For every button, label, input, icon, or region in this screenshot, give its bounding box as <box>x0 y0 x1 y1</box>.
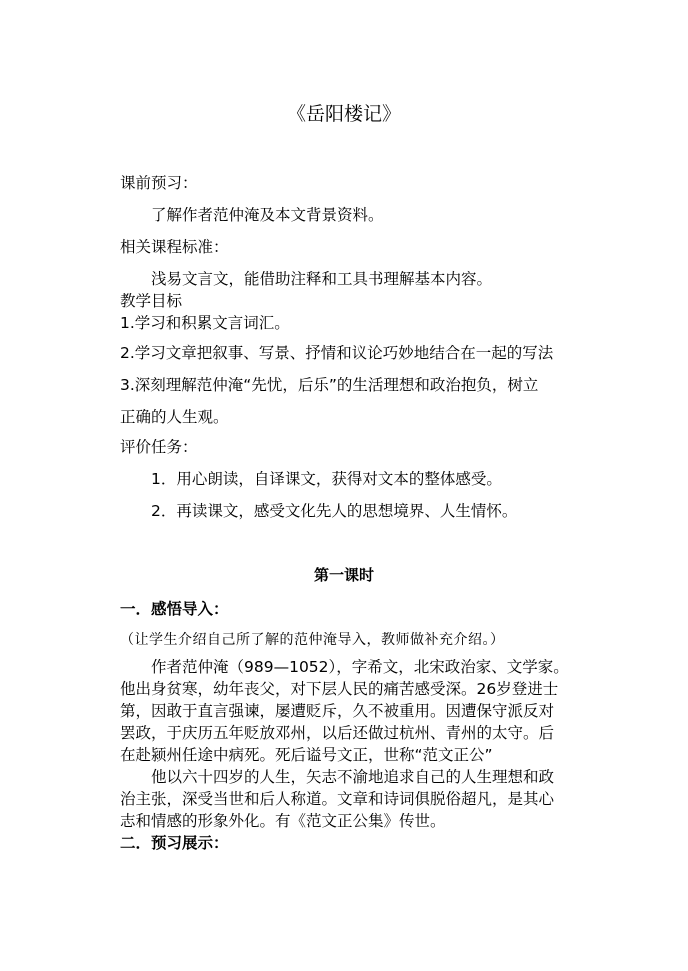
paragraph-line: 志和情感的形象外化。有《范文正公集》传世。 <box>120 812 446 830</box>
goals-heading: 教学目标 <box>120 292 183 310</box>
preview-heading: 课前预习： <box>120 174 198 192</box>
paragraph-line: 罢政，于庆历五年贬放邓州，以后还做过杭州、青州的太守。后 <box>120 724 555 742</box>
paragraph-line: 作者范仲淹（989—1052），字希文，北宋政治家、文学家。 <box>151 658 569 676</box>
document-title: 《岳阳楼记》 <box>286 103 401 125</box>
goal-item: 3.深刻理解范仲淹“先忧，后乐”的生活理想和政治抱负，树立 <box>120 376 539 394</box>
lesson-title: 第一课时 <box>313 566 374 584</box>
paragraph-line: 他以六十四岁的人生，矢志不渝地追求自己的人生理想和政 <box>151 768 555 786</box>
evaluation-task: 2．再读课文，感受文化先人的思想境界、人生情怀。 <box>151 502 518 520</box>
paragraph-line: 在赴颍州任途中病死。死后谥号文正，世称“范文正公” <box>120 746 493 764</box>
standard-text: 浅易文言文，能借助注释和工具书理解基本内容。 <box>151 270 493 288</box>
paragraph-line: 他出身贫寒，幼年丧父，对下层人民的痛苦感受深。26岁登进士 <box>120 680 559 698</box>
preview-text: 了解作者范仲淹及本文背景资料。 <box>151 206 384 224</box>
teaching-note: （让学生介绍自己所了解的范仲淹导入，教师做补充介绍。） <box>120 632 505 648</box>
section-heading: 二．预习展示： <box>120 834 229 852</box>
goal-item-continued: 正确的人生观。 <box>120 408 229 426</box>
paragraph-line: 治主张，深受当世和后人称道。文章和诗词俱脱俗超凡，是其心 <box>120 790 555 808</box>
evaluation-task: 1．用心朗读，自译课文，获得对文本的整体感受。 <box>151 470 502 488</box>
evaluation-heading: 评价任务： <box>120 438 198 456</box>
goal-item: 2.学习文章把叙事、写景、抒情和议论巧妙地结合在一起的写法 <box>120 344 554 362</box>
section-heading: 一．感悟导入： <box>120 600 229 618</box>
paragraph-line: 第，因敢于直言强谏，屡遭贬斥，久不被重用。因遭保守派反对 <box>120 702 555 720</box>
standard-heading: 相关课程标准： <box>120 238 229 256</box>
goal-item: 1.学习和积累文言词汇。 <box>120 314 290 332</box>
